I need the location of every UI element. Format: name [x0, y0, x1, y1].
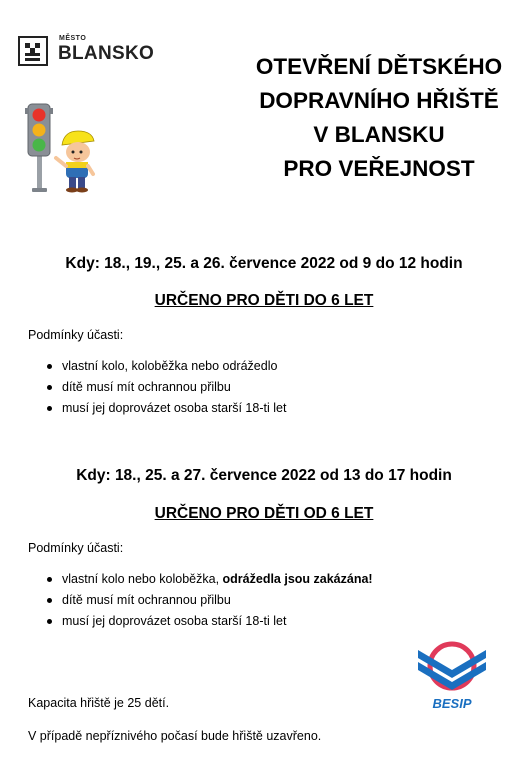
session2-target-group: URČENO PRO DĚTI OD 6 LET	[154, 505, 374, 522]
session1-when: Kdy: 18., 19., 25. a 26. července 2022 od 9 do 12 hodin	[65, 255, 463, 272]
city-logo-mark-icon	[18, 36, 48, 66]
besip-logo	[412, 640, 492, 712]
besip-logo-text: BESIP	[432, 696, 472, 711]
title-line: V BLANSKU	[313, 122, 445, 147]
list-item: dítě musí mít ochrannou přilbu	[47, 593, 373, 614]
list-item: musí jej doprovázet osoba starší 18-ti let	[47, 614, 373, 635]
session2-conditions-label: Podmínky účasti:	[28, 541, 124, 555]
title-line: OTEVŘENÍ DĚTSKÉHO	[255, 54, 503, 79]
page-title	[230, 50, 528, 186]
traffic-light-child-illustration	[20, 100, 100, 196]
session1-target-group: URČENO PRO DĚTI DO 6 LET	[154, 292, 374, 309]
session1-conditions-label: Podmínky účasti:	[28, 328, 124, 342]
session1-conditions-list	[47, 359, 286, 422]
list-item: dítě musí mít ochrannou přilbu	[47, 380, 286, 401]
city-logo-big-text: BLANSKO	[58, 43, 155, 64]
session2-when: Kdy: 18., 25. a 27. července 2022 od 13 do 17 hodin	[76, 467, 452, 484]
capacity-note: Kapacita hřiště je 25 dětí.	[28, 696, 170, 710]
list-item	[47, 572, 373, 593]
city-logo	[18, 35, 168, 69]
list-item: musí jej doprovázet osoba starší 18-ti let	[47, 401, 286, 422]
title-line: PRO VEŘEJNOST	[283, 156, 475, 181]
list-item-text: vlastní kolo nebo koloběžka,	[62, 572, 223, 586]
city-logo-small-text: MĚSTO	[59, 35, 87, 42]
title-line: DOPRAVNÍHO HŘIŠTĚ	[259, 88, 499, 113]
weather-note: V případě nepříznivého počasí bude hřiště uzavřeno.	[28, 729, 322, 743]
warning-text: odrážedla jsou zakázána!	[222, 572, 373, 586]
list-item: vlastní kolo, koloběžka nebo odrážedlo	[47, 359, 286, 380]
session2-conditions-list	[47, 572, 373, 635]
